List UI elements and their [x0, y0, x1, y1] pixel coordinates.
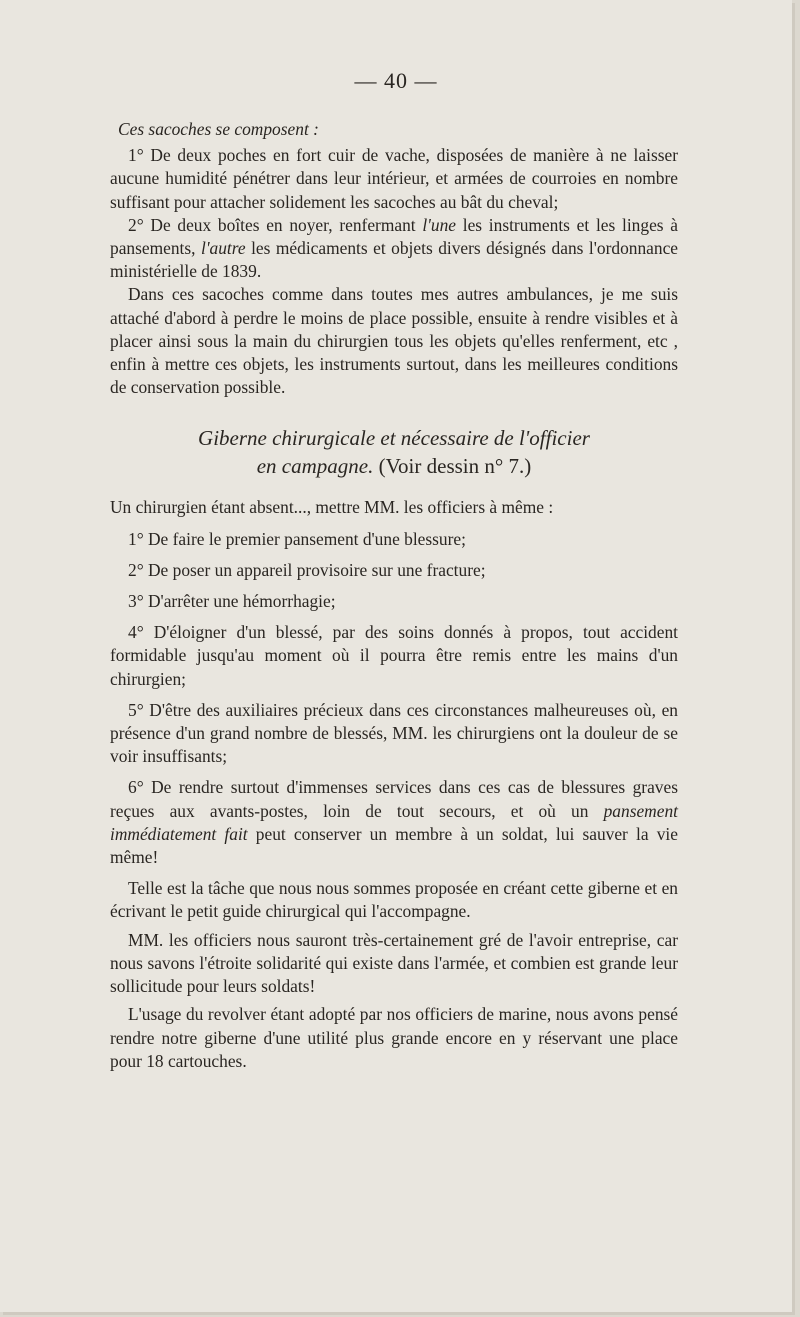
item-6-text-b: peut conserver un membre à un soldat, lui sauver la vie même!: [110, 823, 678, 868]
item-2-text-a: 2° De deux boîtes en noyer, renfermant: [128, 214, 423, 235]
list-item-6: [110, 776, 678, 869]
paragraph-officiers: MM. les officiers nous sauront très-certainement gré de l'avoir entreprise, car nous savons l'étroite solidarité qui existe dans l'armée, et combien est grande leur sollicitude pour leurs soldats!: [110, 929, 678, 997]
item-2-emph-autre: l'autre: [200, 238, 246, 259]
list-item-4: 4° D'éloigner d'un blessé, par des soins donnés à propos, tout accident formidable jusqu'au moment où il pourra être remis entre les mains d'un chirurgien;: [110, 622, 678, 689]
item-6-text-a: 6° De rendre surtout d'immenses services dans ces cas de blessures graves reçues aux avants-postes, loin de tout secours, et où un: [110, 777, 678, 821]
intro-line: Ces sacoches se composent :: [118, 119, 319, 139]
list-item-1: 1° De faire le premier pansement d'une blessure;: [128, 528, 466, 549]
heading-line-2: en campagne.: [256, 454, 374, 479]
page-number: — 40 —: [354, 68, 438, 93]
paragraph-tache: Telle est la tâche que nous nous sommes proposée en créant cette giberne et en écrivant le petit guide chirurgical qui l'accompagne.: [110, 878, 678, 922]
item-2-emph-une: l'une: [422, 214, 457, 235]
list-item-2: 2° De poser un appareil provisoire sur une fracture;: [128, 559, 486, 580]
item-1: 1° De deux poches en fort cuir de vache, disposées de manière à ne laisser aucune humidité pénétrer dans leur intérieur, et armées de courroies en nombre suffisant pour attacher solidement les sacoches au bât du cheval;: [110, 145, 678, 212]
item-2: [110, 214, 678, 284]
item-2-text-b: les instruments et les linges à pansements,: [110, 214, 679, 259]
section-heading: [110, 424, 678, 480]
paragraph-ambulances: Dans ces sacoches comme dans toutes mes autres ambulances, je me suis attaché d'abord à perdre le moins de place possible, ensuite à rendre visibles et à placer ainsi sous la main du chirurgien tous les objets qu'elles renferment, etc , enfin à mettre ces objets, les instruments surtout, dans les meilleures conditions de conservation possible.: [110, 284, 678, 398]
paragraph-revolver: L'usage du revolver étant adopté par nos officiers de marine, nous avons pensé rendre notre giberne d'une utilité plus grande encore en y réservant une place pour 18 cartouches.: [110, 1004, 678, 1071]
item-6-emph: pansement immédiatement fait: [110, 800, 678, 844]
absent-line: Un chirurgien étant absent..., mettre MM. les officiers à même :: [110, 497, 554, 518]
list-item-3: 3° D'arrêter une hémorrhagie;: [128, 591, 336, 612]
heading-line-1: Giberne chirurgicale et nécessaire de l'officier: [198, 426, 590, 451]
page-body: [110, 118, 678, 1073]
list-item-5: 5° D'être des auxiliaires précieux dans ces circonstances malheureuses où, en présence d'un grand nombre de blessés, MM. les chirurgiens ont la douleur de se voir insuffisants;: [110, 699, 678, 767]
item-2-text-c: les médicaments et objets divers désignés dans l'ordonnance ministérielle de 1839.: [110, 238, 679, 282]
heading-figure-ref: (Voir dessin n° 7.): [373, 454, 532, 479]
